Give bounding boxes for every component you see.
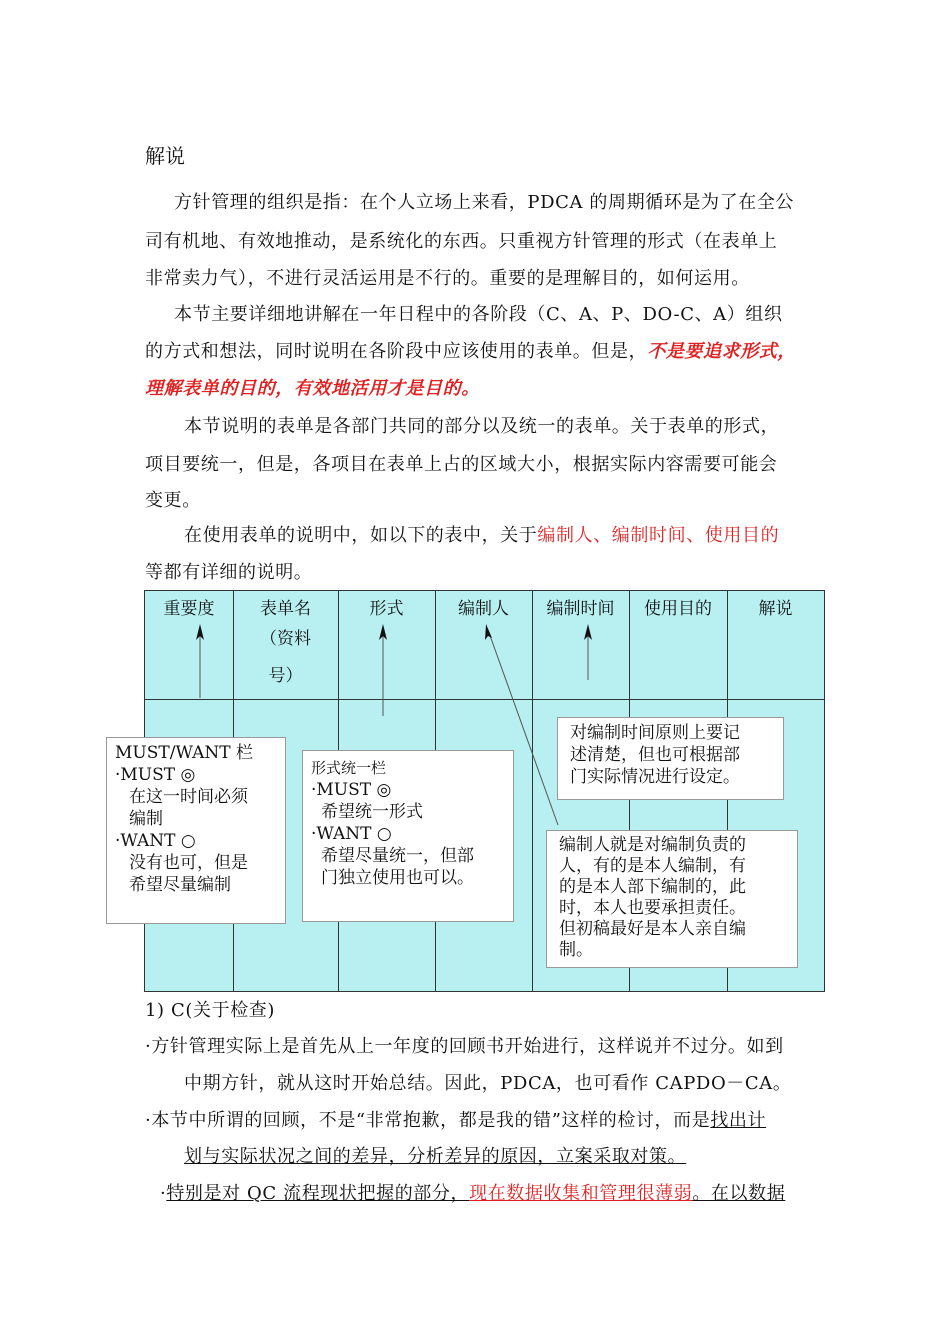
bullet2-line2: 划与实际状况之间的差异，分析差异的原因，立案采取对策。	[184, 1146, 687, 1167]
note-line: MUST/WANT 栏	[115, 743, 253, 763]
para3-line2: 项目要统一，但是，各项目在表单上占的区域大小，根据实际内容需要可能会	[145, 454, 778, 475]
note-line: 希望统一形式	[321, 802, 423, 822]
bullet3-tail: 。在以数据	[692, 1183, 786, 1204]
note-line: 形式统一栏	[311, 759, 387, 777]
bullet3-emphasis: 现在数据收集和管理很薄弱	[469, 1183, 693, 1204]
para3-line1: 本节说明的表单是各部门共同的部分以及统一的表单。关于表单的形式，	[184, 416, 780, 437]
header-author: 编制人	[458, 599, 509, 619]
bullet1-line2: 中期方针，就从这时开始总结。因此，PDCA，也可看作 CAPDO－CA。	[184, 1073, 792, 1094]
para1-line2: 司有机地、有效地推动，是系统化的东西。只重视方针管理的形式（在表单上	[145, 231, 778, 252]
header-importance: 重要度	[163, 599, 215, 619]
para4-emphasis: 编制人、编制时间、使用目的	[537, 525, 780, 546]
para1-line1: 方针管理的组织是指：在个人立场上来看，PDCA 的周期循环是为了在全公	[174, 192, 795, 213]
header-time: 编制时间	[546, 599, 615, 619]
note-line: 编制人就是对编制负责的	[559, 835, 746, 855]
note-line: 述清楚，但也可根据部	[570, 745, 740, 765]
note-line: 没有也可，但是	[129, 853, 248, 873]
note-line: ·MUST ◎	[115, 765, 196, 785]
note-line: 希望尽量统一，但部	[321, 846, 474, 866]
page-heading: 解说	[145, 144, 185, 168]
bullet3-line1	[160, 1179, 785, 1205]
note-line: 门实际情况进行设定。	[570, 767, 740, 787]
header-form-name-l3: 号）	[268, 666, 303, 686]
para2-line1: 本节主要详细地讲解在一年日程中的各阶段（C、A、P、DO-C、A）组织	[174, 304, 783, 325]
bullet3-underlined: 特别是对 QC 流程现状把握的部分，	[166, 1183, 470, 1204]
note-form	[302, 750, 514, 922]
note-time	[557, 717, 784, 800]
note-line: 时，本人也要承担责任。	[559, 898, 746, 918]
para4-line2: 等都有详细的说明。	[145, 562, 313, 583]
bullet2-line1	[145, 1106, 766, 1132]
section-title: 1) C(关于检查)	[145, 1000, 276, 1021]
note-line: 人，有的是本人编制，有	[559, 856, 746, 876]
para4-text: 在使用表单的说明中，如以下的表中，关于	[184, 525, 538, 546]
header-explain: 解说	[758, 599, 793, 619]
para1-line3: 非常卖力气），不进行灵活运用是不行的。重要的是理解目的，如何运用。	[145, 268, 750, 289]
note-line: 对编制时间原则上要记	[570, 723, 740, 743]
bullet3-dot: ·	[160, 1183, 167, 1204]
header-form-name-l2: （资料	[260, 629, 311, 649]
para2-emphasis: 不是要追求形式，	[647, 341, 797, 362]
note-line: 希望尽量编制	[129, 875, 231, 895]
para3-line3: 变更。	[145, 490, 201, 511]
note-line: 制。	[559, 940, 593, 960]
note-line: ·WANT ○	[311, 824, 392, 844]
note-line: 门独立使用也可以。	[321, 868, 474, 888]
note-line: ·MUST ◎	[311, 780, 392, 800]
bullet1-line1: ·方针管理实际上是首先从上一年度的回顾书开始进行，这样说并不过分。如到	[145, 1036, 784, 1057]
header-form-name-l1: 表单名	[260, 599, 311, 619]
note-line: 编制	[129, 809, 163, 829]
note-line: ·WANT ○	[115, 831, 196, 851]
note-must-want	[106, 737, 286, 924]
para2-text: 的方式和想法，同时说明在各阶段中应该使用的表单。但是，	[145, 341, 648, 362]
bullet2-text: ·本节中所谓的回顾，不是“非常抱歉，都是我的错”这样的检讨，而是	[145, 1110, 711, 1131]
note-author	[546, 830, 798, 968]
note-line: 但初稿最好是本人亲自编	[559, 919, 746, 939]
header-purpose: 使用目的	[644, 599, 712, 619]
note-line: 在这一时间必须	[129, 787, 248, 807]
para2-line3: 理解表单的目的，有效地活用才是目的。	[145, 378, 480, 399]
bullet2-underlined: 找出计	[710, 1110, 767, 1131]
note-line: 的是本人部下编制的，此	[559, 877, 746, 897]
header-format: 形式	[369, 599, 404, 619]
